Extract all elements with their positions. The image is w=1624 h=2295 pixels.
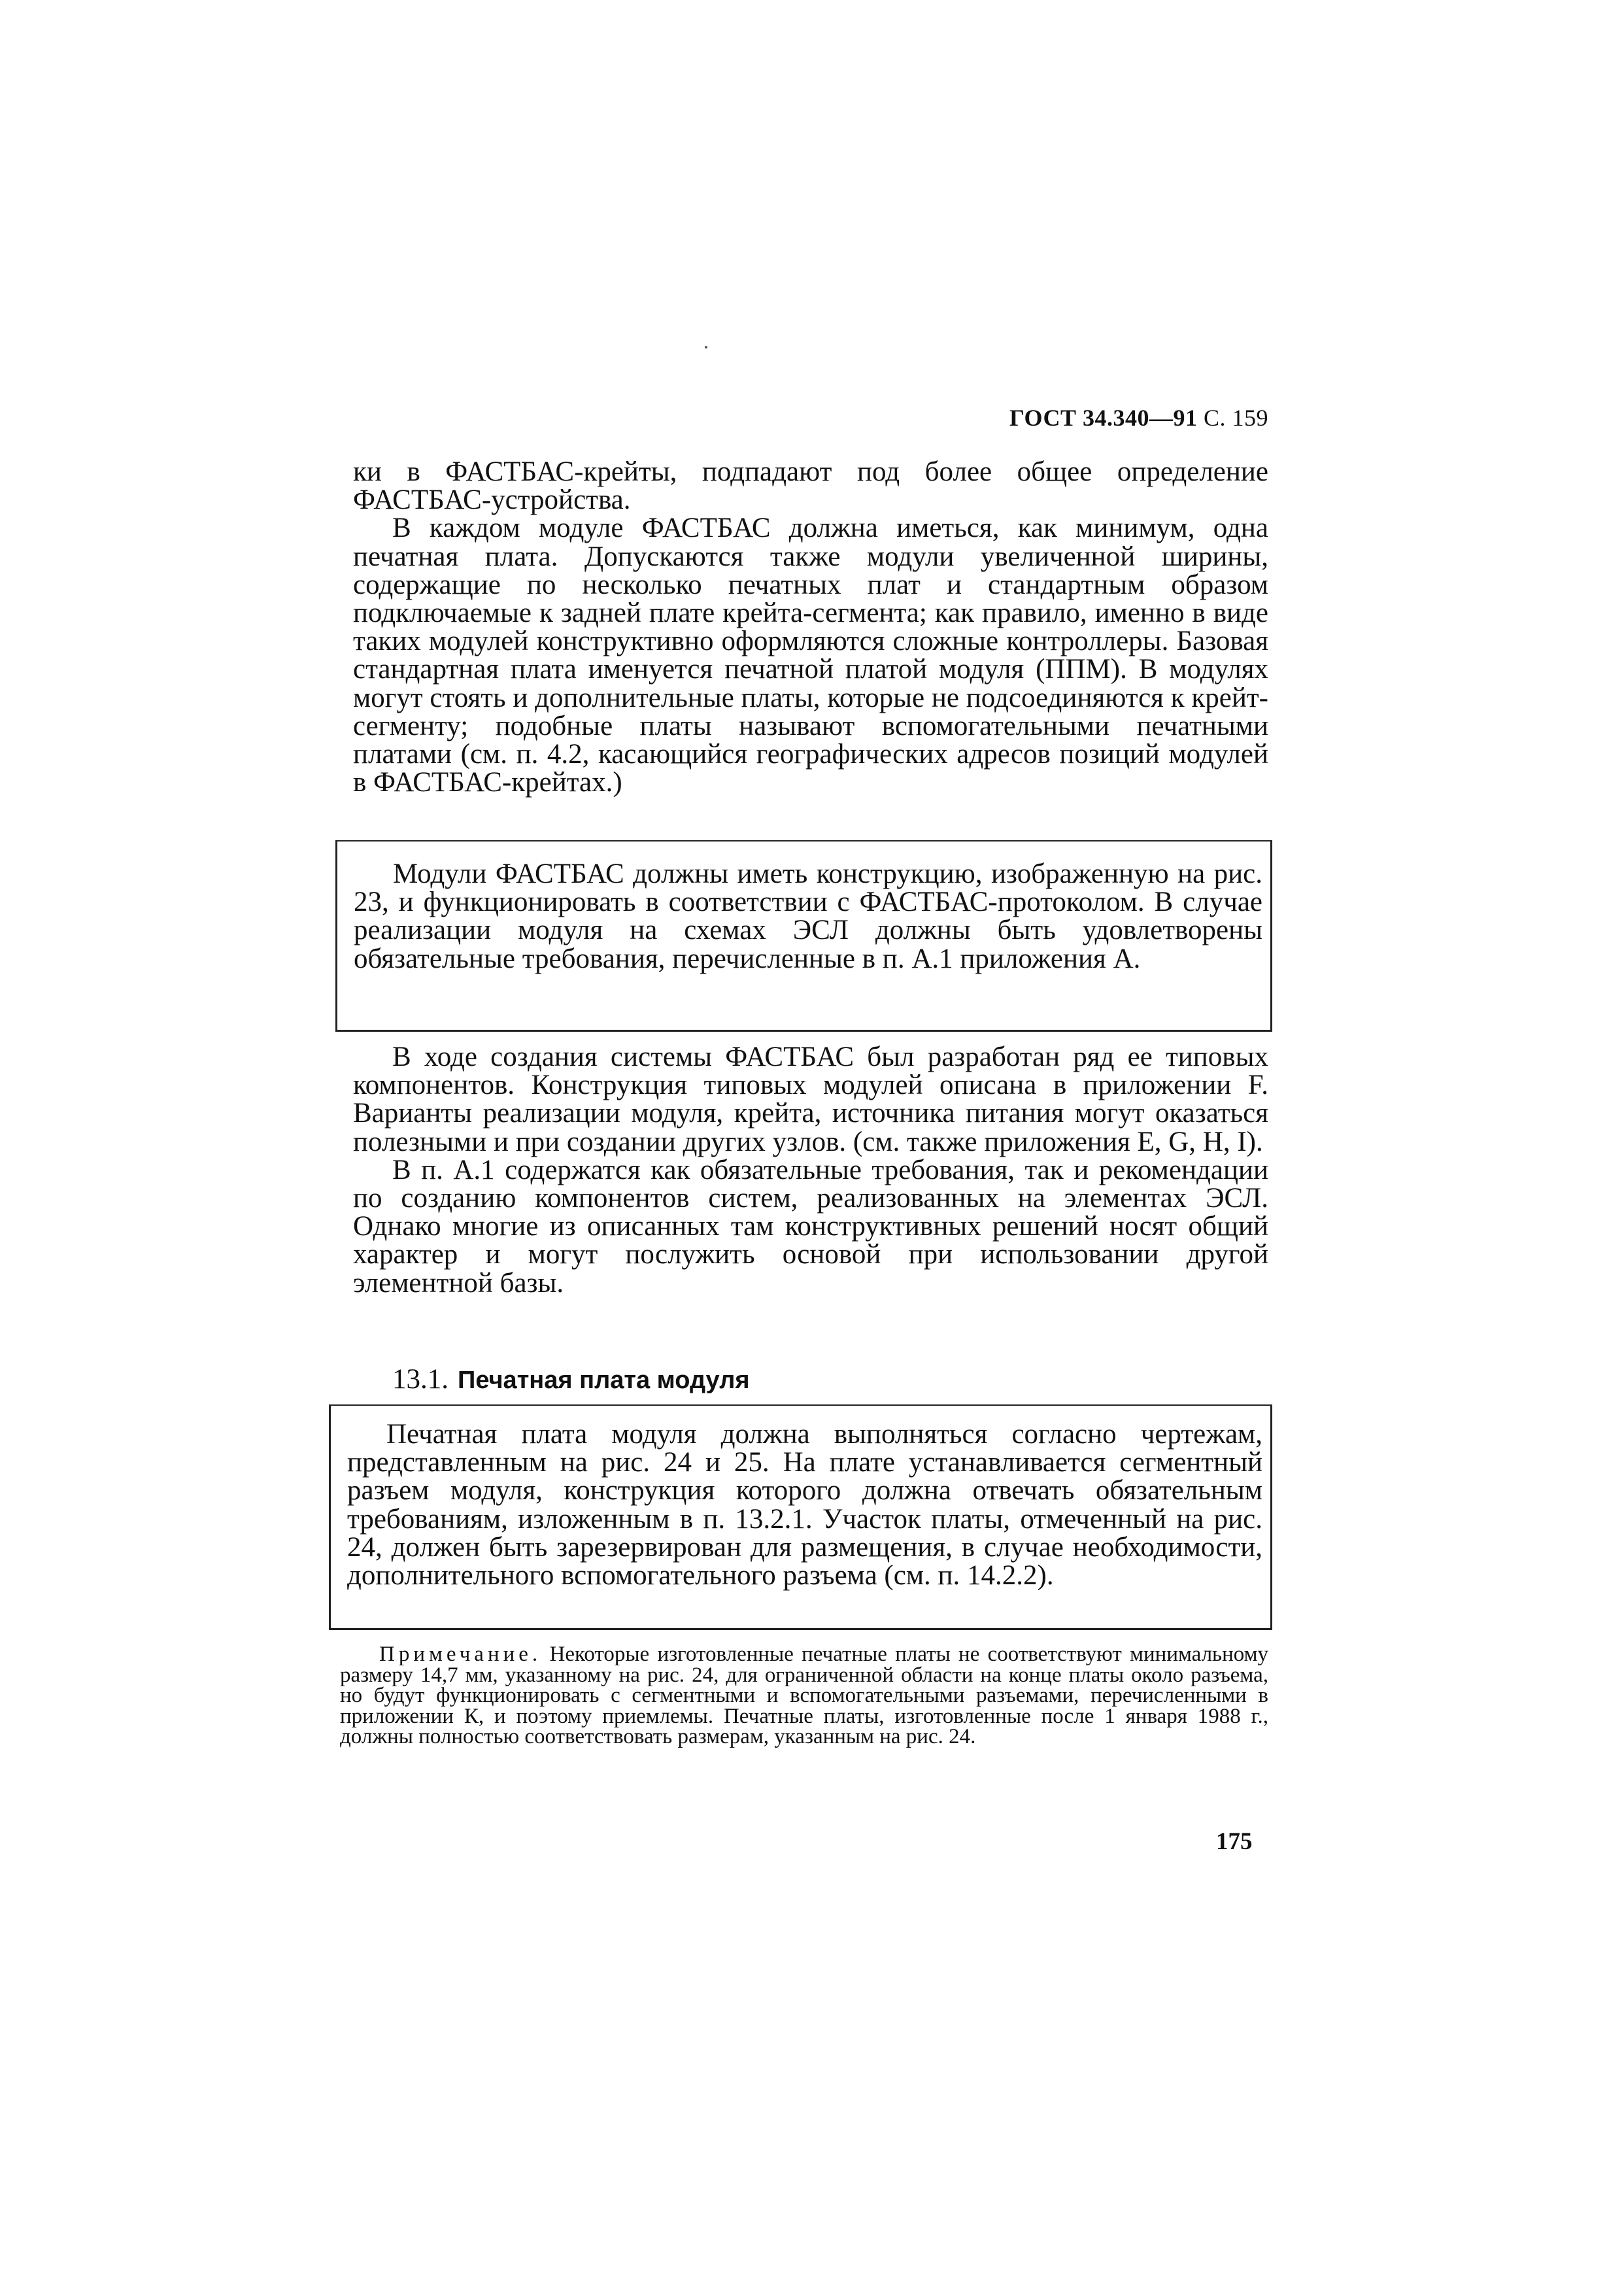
section-heading [392,1363,750,1395]
page-label: С. 159 [1203,405,1268,431]
page-number: 175 [1216,1828,1253,1855]
section-title: Печатная плата модуля [458,1367,750,1394]
note-text: Некоторые изготовленные печатные платы не соответствуют минимальному размеру 14,7 мм, указанному на рис. 24, для ограниченной области на конце платы около разъема, но будут функционировать с сегментными и вспомогательными разъемами, перечисленными в приложении К, и поэтому приемлемы. Печатные платы, изготовленные после 1 января 1988 г., должны полностью соответствовать размерам, указанным на рис. 24. [340,1642,1268,1748]
requirement-box-1 [335,840,1272,1032]
paragraph-components: В ходе создания системы ФАСТБАС был разработан ряд ее типовых компонентов. Конструкция типовых модулей описана в приложении F. Варианты реализации модуля, крейта, источника питания могут оказаться полезными и при создании других узлов. (см. также приложения E, G, H, I). [353,1042,1268,1157]
paragraph-ecl: В п. А.1 содержатся как обязательные требования, так и рекомендации по созданию компонентов систем, реализованных на элементах ЭСЛ. Однако многие из описанных там конструктивных решений носят общий характер и могут послужить основой при использовании другой элементной базы. [353,1154,1268,1299]
note-block [340,1644,1268,1748]
requirement-text-1: Модули ФАСТБАС должны иметь конструкцию, изображенную на рис. 23, и функционировать в соответствии с ФАСТБАС-протоколом. В случае реализации модуля на схемах ЭСЛ должны быть удовлетворены обязательные требования, перечисленные в п. А.1 приложения А. [354,858,1262,974]
paragraph-continuation: ки в ФАСТБАС-крейты, подпадают под более общее определение ФАСТБАС-устройства. [353,456,1268,516]
gost-designation: ГОСТ 34.340—91 [1009,405,1198,431]
requirement-text-2: Печатная плата модуля должна выполняться согласно чертежам, представленным на рис. 24 и 25. На плате устанавливается сегментный разъем модуля, конструкция которого должна отвечать обязательным требованиям, изложенным в п. 13.2.1. Участок платы, отмеченный на рис. 24, должен быть зарезервирован для размещения, в случае необходимости, дополнительного вспомогательного разъема (см. п. 14.2.2). [347,1419,1262,1591]
note-label: Примечание. [379,1642,542,1666]
requirement-box-2 [329,1404,1272,1630]
top-paragraphs [353,458,1268,796]
page-header [353,404,1268,432]
paragraph-modules: В каждом модуле ФАСТБАС должна иметься, как минимум, одна печатная плата. Допускаются также модули увеличенной ширины, содержащие по несколько печатных плат и стандартным образом подключаемые к задней плате крейта-сегмента; как правило, именно в виде таких модулей конструктивно оформляются сложные контроллеры. Базовая стандартная плата именуется печатной платой модуля (ППМ). В модулях могут стоять и дополнительные платы, которые не подсоединяются к крейт-сегменту; подобные платы называют вспомогательными печатными платами (см. п. 4.2, касающийся географических адресов позиций модулей в ФАСТБАС-крейтах.) [353,513,1268,798]
scan-speck [705,346,707,348]
section-number: 13.1. [392,1364,448,1395]
middle-paragraphs [353,1043,1268,1297]
